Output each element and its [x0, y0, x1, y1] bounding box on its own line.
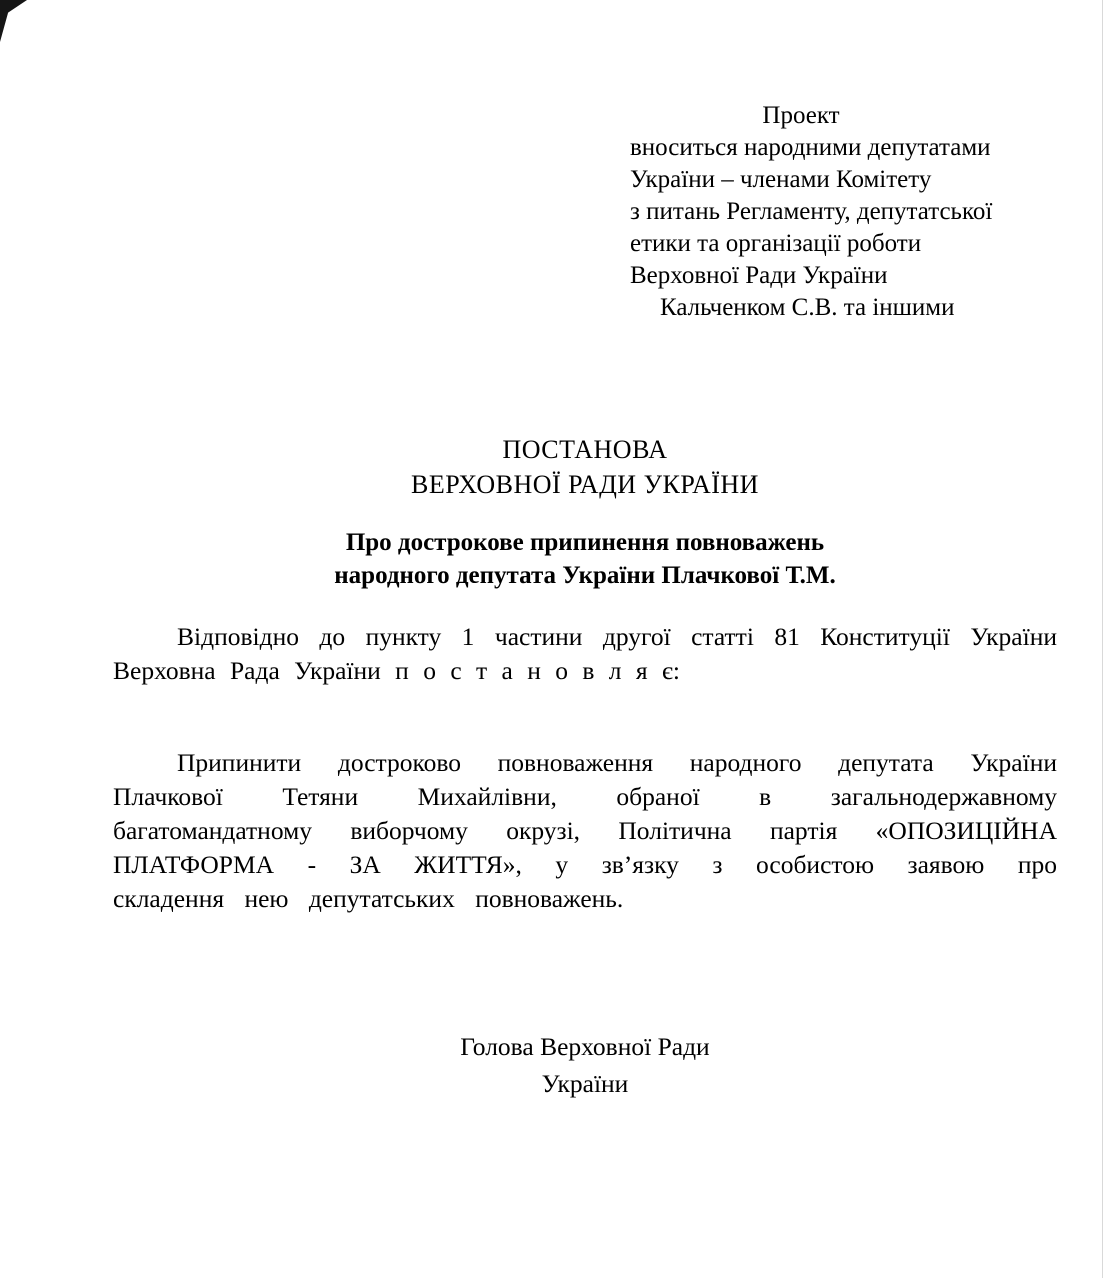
submission-line: України – членами Комітету	[630, 166, 932, 193]
submission-authors-line: Кальченком С.В. та іншими	[660, 294, 955, 321]
submission-note	[630, 100, 1032, 324]
page-right-edge	[1102, 0, 1103, 1278]
title-line-2: ВЕРХОВНОЇ РАДИ УКРАЇНИ	[411, 470, 759, 499]
body-paragraph-1: Відповідно до пункту 1 частини другої статті 81 Конституції України Верховна Рада України п о с т а н о в л я є:	[113, 622, 1057, 685]
title-line-1: ПОСТАНОВА	[502, 435, 668, 464]
signature-line-2: України	[541, 1069, 629, 1098]
draft-label: Проект	[762, 102, 840, 129]
subject-line-2: народного депутата України Плачкової Т.М.	[334, 562, 836, 589]
body-paragraph-2: Припинити достроково повноваження народного депутата України Плачкової Тетяни Михайлівни, обраної в загальнодержавному багатомандатному виборчому окрузі, Політична партія «ОПОЗИЦІЙНА ПЛАТФОРМА - ЗА ЖИТТЯ», у зв’язку з особистою заявою про складення нею депутатських повноважень.	[113, 748, 1057, 913]
document-title	[113, 432, 1057, 502]
submission-line: вноситься народними депутатами	[630, 134, 991, 161]
submission-line: етики та організації роботи	[630, 230, 922, 257]
signature-block	[113, 1028, 1057, 1102]
submission-line: з питань Регламенту, депутатської	[630, 198, 993, 225]
scan-artifact-corner	[0, 0, 27, 42]
document-subject	[113, 526, 1057, 592]
subject-line-1: Про дострокове припинення повноважень	[345, 529, 825, 556]
submission-line: Верховної Ради України	[630, 262, 888, 289]
signature-line-1: Голова Верховної Ради	[460, 1032, 710, 1061]
